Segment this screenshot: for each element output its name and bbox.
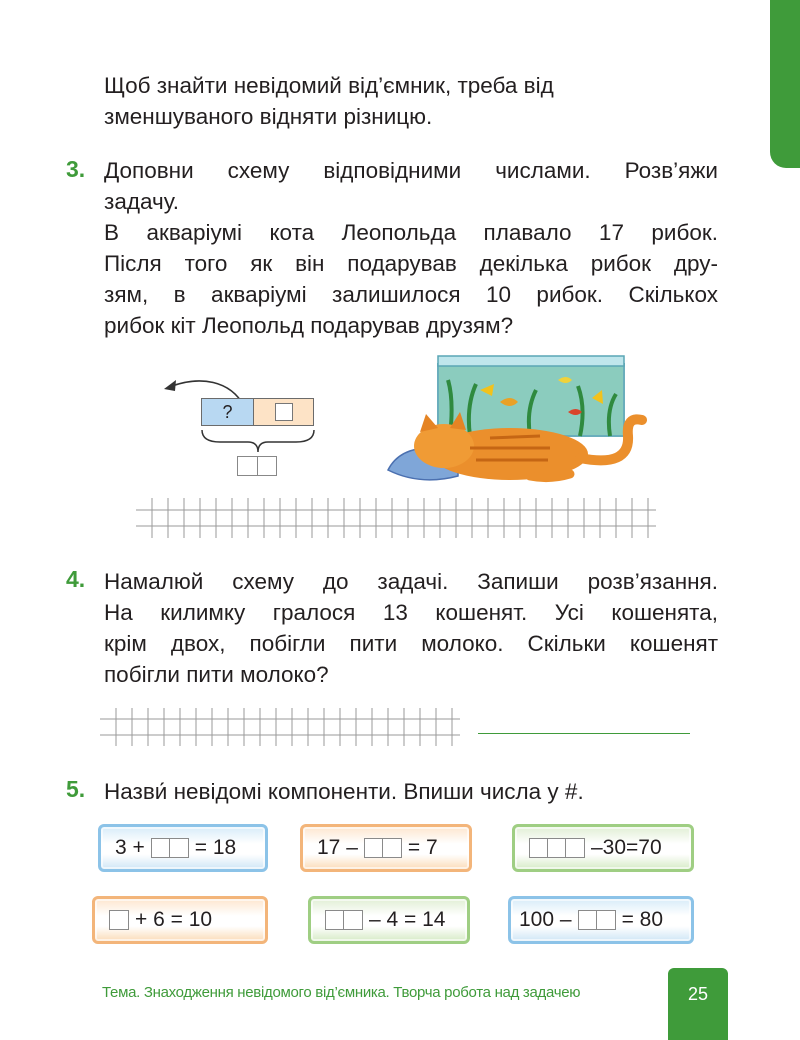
- task-5-instruction: Назви́ невідомі компоненти. Впиши числа у #.: [104, 779, 584, 804]
- equation-right: –30=70: [591, 836, 662, 859]
- task-3-text: [104, 155, 718, 341]
- task-5-number: 5.: [66, 776, 86, 802]
- task-4-number: 4.: [66, 566, 86, 592]
- scheme-known-part: [253, 398, 314, 426]
- equation-card: [92, 896, 268, 944]
- task-4-line: побігли пити молоко?: [104, 662, 329, 687]
- scheme-total-boxes[interactable]: [237, 456, 277, 476]
- rule-line: Щоб знайти невідомий від’ємник, треба від: [104, 73, 554, 98]
- equation-left: 3 +: [115, 836, 145, 859]
- task-3-line: задачу.: [104, 189, 179, 214]
- equation-right: – 4 = 14: [369, 908, 446, 931]
- scheme-unknown-label: ?: [222, 401, 233, 422]
- task-4-line: На килимку гралося 13 кошенят. Усі кошенята,: [104, 600, 718, 625]
- answer-grid-task-4[interactable]: [100, 706, 460, 748]
- answer-line-task-4[interactable]: [478, 733, 690, 734]
- equation-card: [300, 824, 472, 872]
- equation-card: [98, 824, 268, 872]
- equation-blank[interactable]: [109, 910, 129, 930]
- equation-blank[interactable]: [364, 838, 402, 858]
- task-4-text: [104, 566, 718, 690]
- equation-left: 17 –: [317, 836, 358, 859]
- rule-line: зменшуваного відняти різницю.: [104, 104, 433, 129]
- chapter-tab: [770, 0, 800, 168]
- cat-aquarium-illustration: [380, 350, 662, 490]
- task-3-line: зям, в акваріумі залишилося 10 рибок. Скількох: [104, 282, 718, 307]
- task-4-line: крім двох, побігли пити молоко. Скільки кошенят: [104, 631, 718, 656]
- rule-text: [104, 70, 554, 132]
- equation-left: 100 –: [519, 908, 572, 931]
- scheme-brace-icon: [200, 428, 316, 454]
- scheme-unknown-part: [201, 398, 254, 426]
- scheme-answer-box[interactable]: [275, 403, 293, 421]
- equation-right: = 7: [407, 836, 438, 859]
- equation-blank[interactable]: [578, 910, 616, 930]
- equation-right: + 6 = 10: [135, 908, 213, 931]
- answer-grid-task-3[interactable]: [136, 496, 656, 540]
- task-3-line: Доповни схему відповідними числами. Розв’яжи: [104, 158, 718, 183]
- equation-card: [308, 896, 470, 944]
- task-4-line: Намалюй схему до задачі. Запиши розв’язання.: [104, 569, 718, 594]
- equation-blank[interactable]: [151, 838, 189, 858]
- equation-blank[interactable]: [325, 910, 363, 930]
- task-3-line: рибок кіт Леопольд подарував друзям?: [104, 313, 514, 338]
- equation-card: [512, 824, 694, 872]
- footer-topic: Тема. Знаходження невідомого від’ємника. Творча робота над задачею: [102, 984, 581, 1001]
- equation-right: = 80: [621, 908, 664, 931]
- equation-card: [508, 896, 694, 944]
- task-3-line: Після того як він подарував декілька рибок дру-: [104, 251, 718, 276]
- page-number: 25: [668, 968, 728, 1040]
- equation-blank[interactable]: [529, 838, 585, 858]
- task-3-number: 3.: [66, 156, 86, 182]
- task-3-line: В акваріумі кота Леопольда плавало 17 рибок.: [104, 220, 718, 245]
- equation-right: = 18: [194, 836, 237, 859]
